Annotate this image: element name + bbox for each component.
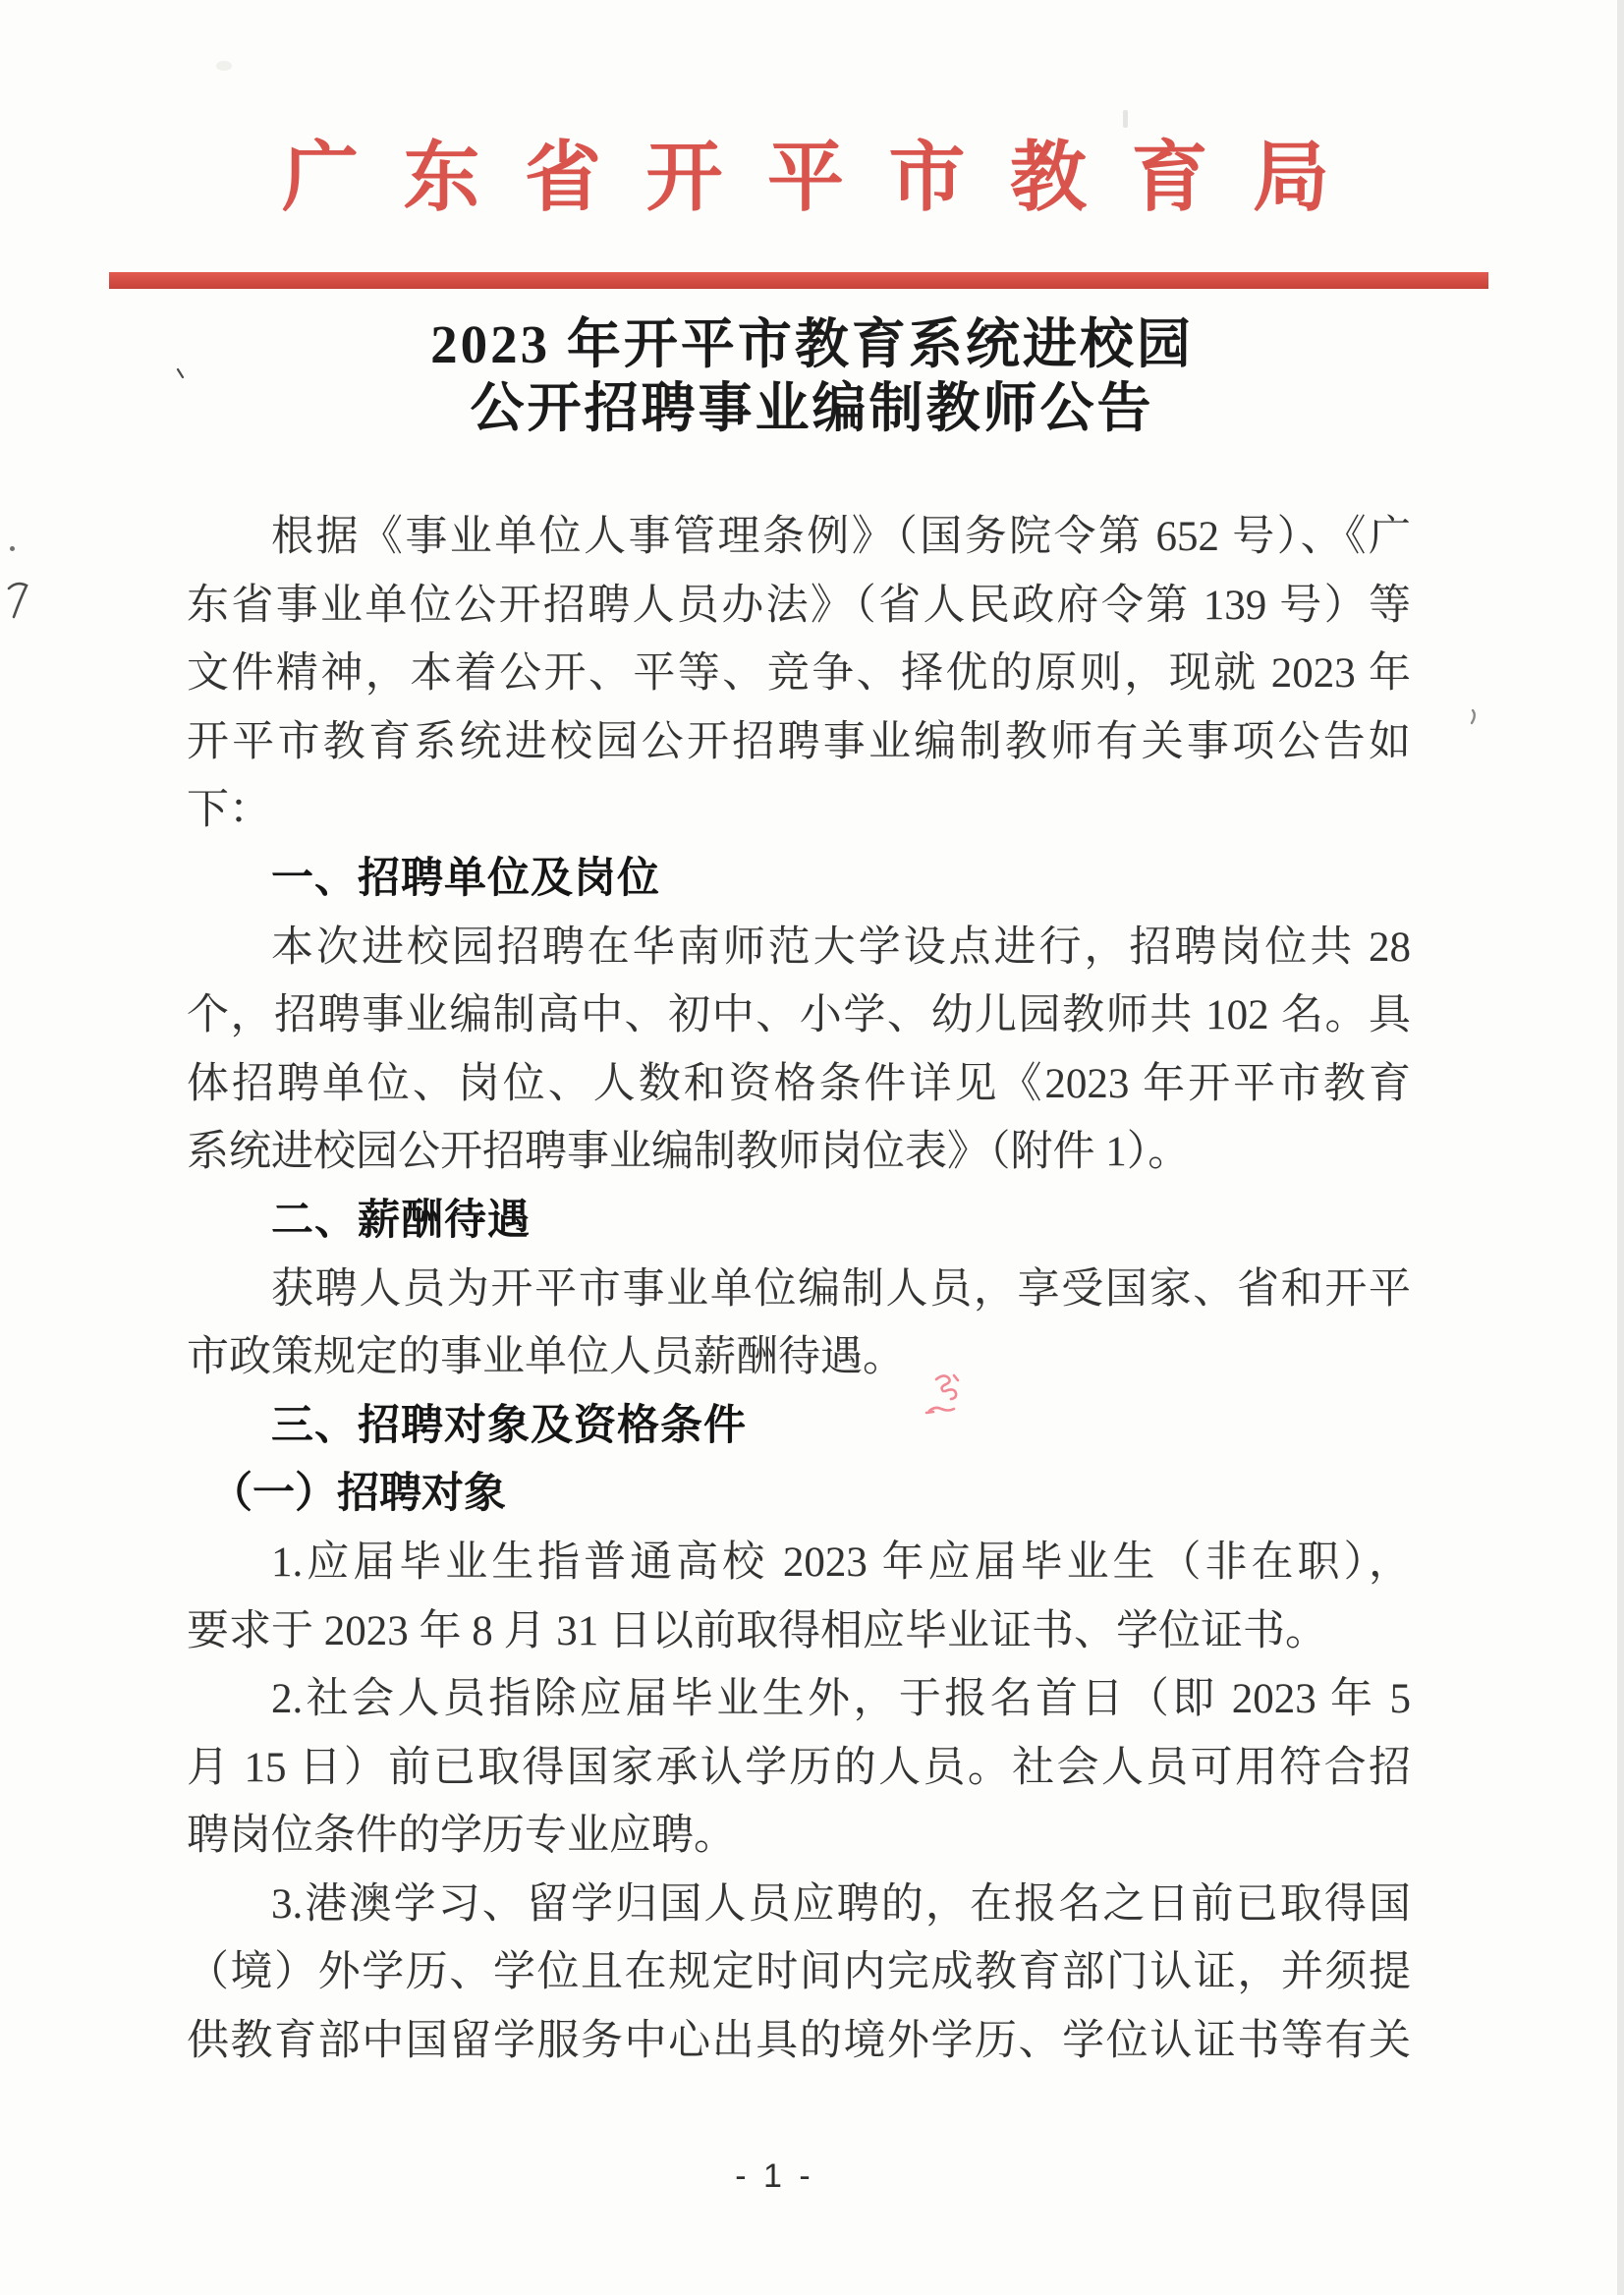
section-heading-2: 二、薪酬待遇 [271,1196,531,1244]
body-line: 3.港澳学习、留学归国人员应聘的，在报名之日前已取得国 [271,1880,1411,1928]
body-line: 系统进校园公开招聘事业编制教师岗位表》（附件 1）。 [187,1129,1191,1176]
subsection-heading: （一）招聘对象 [210,1471,506,1518]
document-title [0,312,1624,440]
apostrophe-mark [1468,707,1482,727]
body-line: 供教育部中国留学服务中心出具的境外学历、学位认证书等有关 [187,2018,1411,2065]
page-number: - 1 - [735,2157,814,2195]
title-line-2: 公开招聘事业编制教师公告 [470,378,1154,438]
body-line: 要求于 2023 年 8 月 31 日以前取得相应毕业证书、学位证书。 [187,1607,1327,1654]
scan-smudge [1123,110,1128,128]
title-line-1: 2023 年开平市教育系统进校园 [430,314,1194,374]
red-divider-rule [109,272,1488,289]
body-line: （境）外学历、学位且在规定时间内完成教育部门认证，并须提 [187,1949,1411,1996]
section-heading-1: 一、招聘单位及岗位 [271,854,660,902]
red-ink-annotation [922,1370,975,1427]
section-heading-3: 三、招聘对象及资格条件 [271,1401,747,1449]
margin-dot-mark [10,546,15,551]
body-line: 根据《事业单位人事管理条例》（国务院令第 652 号）、《广 [271,514,1411,560]
body-line: 2.社会人员指除应届毕业生外，于报名首日（即 2023 年 5 [271,1676,1411,1723]
body-line: 下： [187,787,271,834]
pen-stroke-mark [6,580,33,623]
scan-smudge [216,61,232,71]
document-body [187,503,1411,2076]
body-line: 获聘人员为开平市事业单位编制人员，享受国家、省和开平 [271,1265,1411,1313]
body-line: 东省事业单位公开招聘人员办法》（省人民政府令第 139 号）等 [187,582,1411,629]
agency-header: 广 东 省 开 平 市 教 育 局 [281,135,1342,220]
body-line: 文件精神，本着公开、平等、竞争、择优的原则，现就 2023 年 [187,650,1411,698]
body-line: 开平市教育系统进校园公开招聘事业编制教师有关事项公告如 [187,718,1411,765]
margin-tick-mark [175,367,187,381]
body-line: 本次进校园招聘在华南师范大学设点进行，招聘岗位共 28 [271,924,1411,971]
body-line: 聘岗位条件的学历专业应聘。 [187,1813,736,1860]
body-line: 市政策规定的事业单位人员薪酬待遇。 [187,1334,905,1381]
body-line: 月 15 日）前已取得国家承认学历的人员。社会人员可用符合招 [187,1744,1411,1791]
body-line: 个，招聘事业编制高中、初中、小学、幼儿园教师共 102 名。具 [187,992,1411,1039]
scan-edge-shadow [1617,0,1624,2295]
body-line: 体招聘单位、岗位、人数和资格条件详见《2023 年开平市教育 [187,1060,1411,1107]
body-line: 1.应届毕业生指普通高校 2023 年应届毕业生（非在职）， [271,1539,1411,1586]
